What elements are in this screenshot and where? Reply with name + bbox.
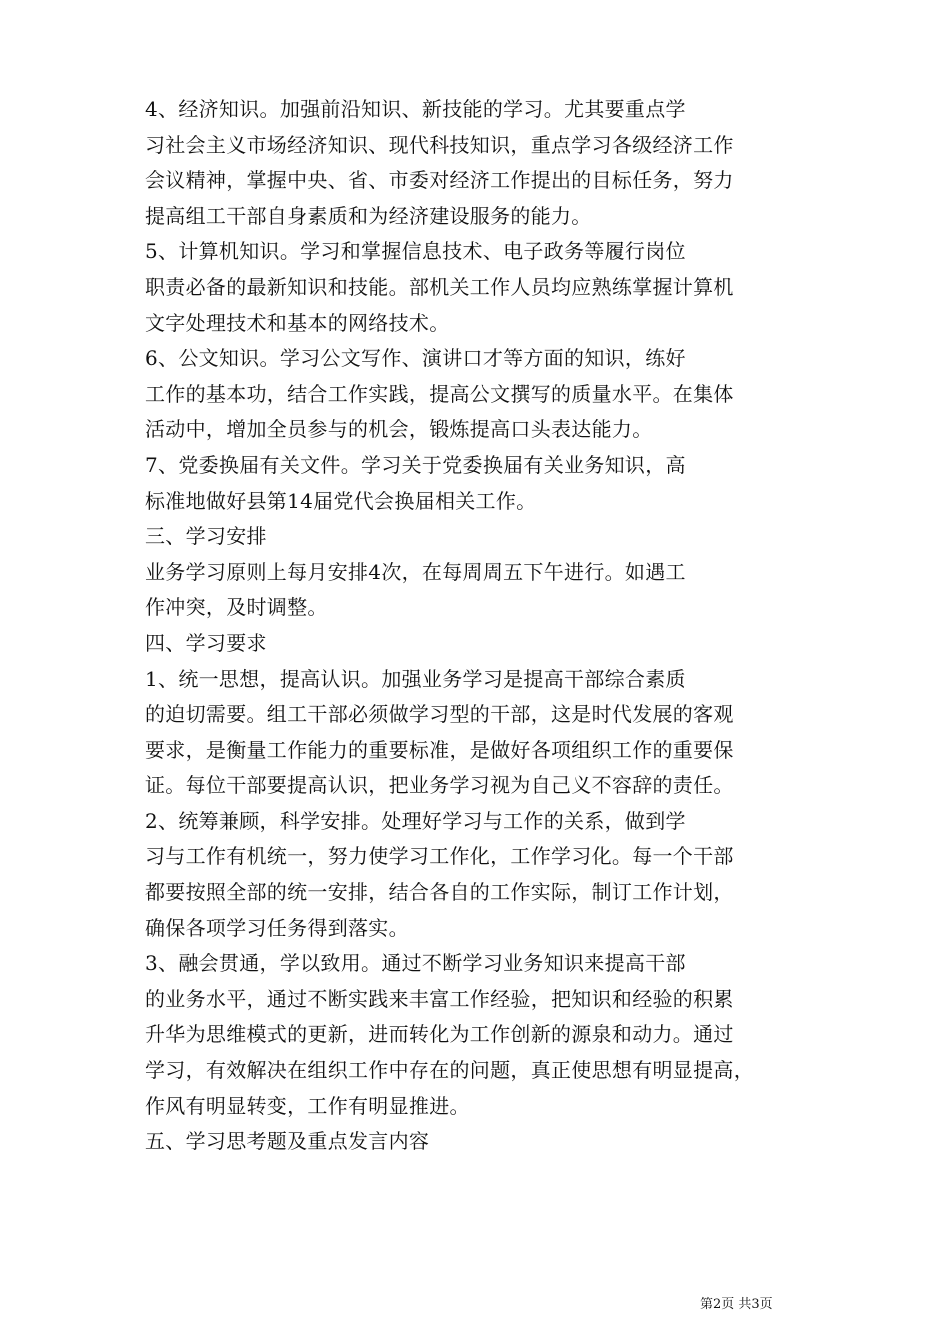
text-line: 的迫切需要。组工干部必须做学习型的干部，这是时代发展的客观 [145, 702, 734, 727]
text-line: 职责必备的最新知识和技能。部机关工作人员均应熟练掌握计算机 [145, 274, 734, 299]
text-line: 作冲突，及时调整。 [145, 595, 328, 620]
text-line: 5、计算机知识。学习和掌握信息技术、电子政务等履行岗位 [145, 239, 686, 264]
section-heading: 五、学习思考题及重点发言内容 [145, 1129, 430, 1154]
body-text [145, 92, 811, 1160]
text-line: 学习，有效解决在组织工作中存在的问题，真正使思想有明显提高， [145, 1058, 754, 1083]
text-line: 1、统一思想，提高认识。加强业务学习是提高干部综合素质 [145, 666, 686, 691]
text-line: 要求，是衡量工作能力的重要标准，是做好各项组织工作的重要保 [145, 737, 734, 762]
text-line: 会议精神，掌握中央、省、市委对经济工作提出的目标任务，努力 [145, 168, 734, 193]
text-line: 工作的基本功，结合工作实践，提高公文撰写的质量水平。在集体 [145, 381, 734, 406]
text-line: 作风有明显转变，工作有明显推进。 [145, 1093, 470, 1118]
text-line: 2、统筹兼顾，科学安排。处理好学习与工作的关系，做到学 [145, 808, 686, 833]
text-line: 升华为思维模式的更新，进而转化为工作创新的源泉和动力。通过 [145, 1022, 734, 1047]
text-line: 活动中，增加全员参与的机会，锻炼提高口头表达能力。 [145, 417, 653, 442]
text-line: 习社会主义市场经济知识、现代科技知识，重点学习各级经济工作 [145, 132, 734, 157]
text-line: 文字处理技术和基本的网络技术。 [145, 310, 450, 335]
text-line: 的业务水平，通过不断实践来丰富工作经验，把知识和经验的积累 [145, 986, 734, 1011]
text-line: 都要按照全部的统一安排，结合各自的工作实际，制订工作计划， [145, 880, 734, 905]
text-line: 业务学习原则上每月安排4次，在每周周五下午进行。如遇工 [145, 559, 686, 584]
section-heading: 四、学习要求 [145, 630, 267, 655]
text-line: 6、公文知识。学习公文写作、演讲口才等方面的知识，练好 [145, 346, 686, 371]
text-line: 标准地做好县第14届党代会换届相关工作。 [145, 488, 537, 513]
text-line: 确保各项学习任务得到落实。 [145, 915, 409, 940]
section-heading: 三、学习安排 [145, 524, 267, 549]
text-line: 提高组工干部自身素质和为经济建设服务的能力。 [145, 203, 592, 228]
text-line: 4、经济知识。加强前沿知识、新技能的学习。尤其要重点学 [145, 97, 686, 121]
text-line: 习与工作有机统一，努力使学习工作化，工作学习化。每一个干部 [145, 844, 734, 869]
text-line: 7、党委换届有关文件。学习关于党委换届有关业务知识，高 [145, 452, 686, 477]
page-number-footer: 第2页 共3页 [700, 1297, 773, 1312]
text-line: 3、融会贯通，学以致用。通过不断学习业务知识来提高干部 [145, 951, 686, 976]
text-line: 证。每位干部要提高认识，把业务学习视为自己义不容辞的责任。 [145, 773, 734, 798]
